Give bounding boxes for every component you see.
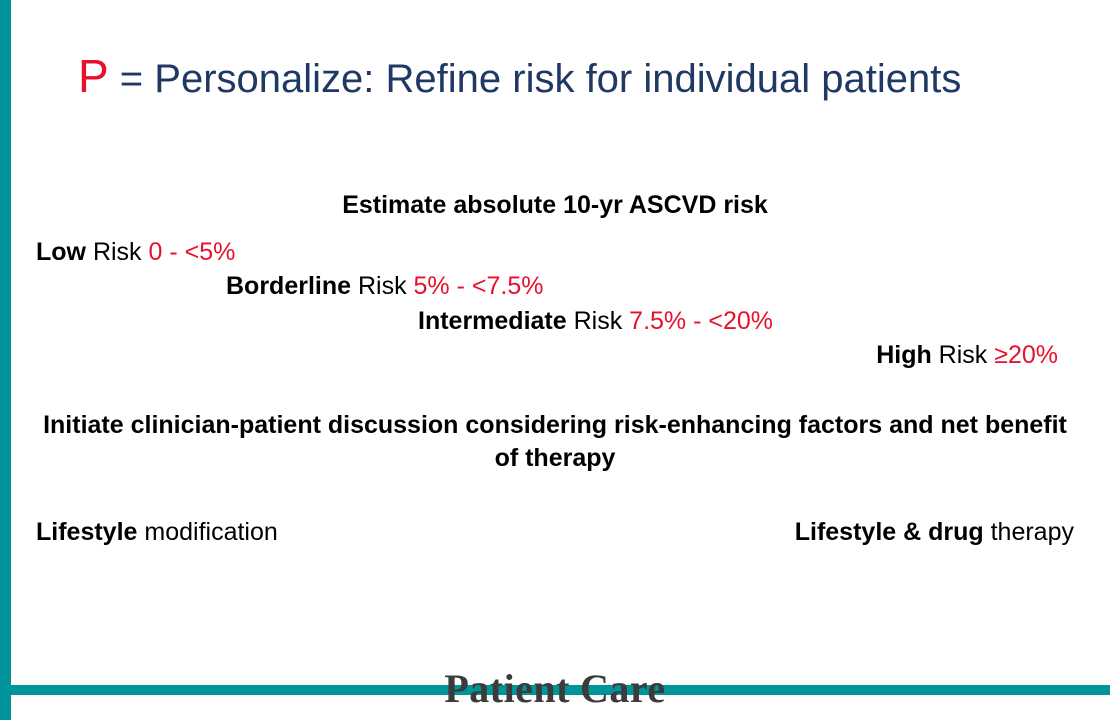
risk-row-low [30, 235, 1080, 270]
risk-category-low: Low [36, 237, 86, 266]
slide-body [30, 188, 1080, 547]
page-title [78, 48, 1028, 104]
lifestyle-drug-rest: therapy [983, 518, 1074, 546]
spacer [30, 223, 1080, 235]
lifestyle-drug-therapy-option [795, 518, 1074, 547]
risk-estimate-heading [30, 188, 1080, 223]
lifestyle-modification-option [36, 518, 278, 547]
left-accent-bar [0, 0, 11, 720]
lifestyle-modification-rest: modification [137, 518, 278, 546]
risk-estimate-heading-text: Estimate absolute 10-yr ASCVD risk [342, 191, 768, 219]
title-initial-letter: P [78, 50, 109, 102]
risk-row-high [30, 338, 1080, 373]
risk-label-intermediate: Risk [566, 306, 630, 335]
risk-value-borderline: 5% - <7.5% [413, 272, 544, 300]
treatment-options-row [30, 518, 1080, 547]
risk-category-intermediate: Intermediate [418, 306, 567, 335]
risk-label-low: Risk [86, 237, 149, 266]
risk-value-low: 0 - <5% [148, 237, 236, 266]
risk-row-borderline [30, 269, 1080, 304]
logo-word-care: Care [580, 666, 666, 711]
clinician-discussion-text: Initiate clinician-patient discussion considering risk-enhancing factors and net benefit of therapy [43, 410, 1067, 473]
risk-row-intermediate [30, 304, 1080, 339]
risk-category-borderline: Borderline [226, 272, 352, 300]
risk-category-high: High [876, 341, 932, 369]
lifestyle-drug-bold: Lifestyle & drug [794, 518, 984, 546]
risk-label-high: Risk [931, 341, 995, 369]
patient-care-logo [0, 665, 1110, 712]
lifestyle-modification-bold: Lifestyle [36, 518, 138, 546]
risk-label-borderline: Risk [351, 272, 414, 300]
title-text: = Personalize: Refine risk for individual patients [108, 57, 962, 101]
risk-value-high: ≥20% [994, 341, 1058, 369]
risk-value-intermediate: 7.5% - <20% [629, 306, 774, 335]
logo-word-patient: Patient [444, 666, 570, 711]
